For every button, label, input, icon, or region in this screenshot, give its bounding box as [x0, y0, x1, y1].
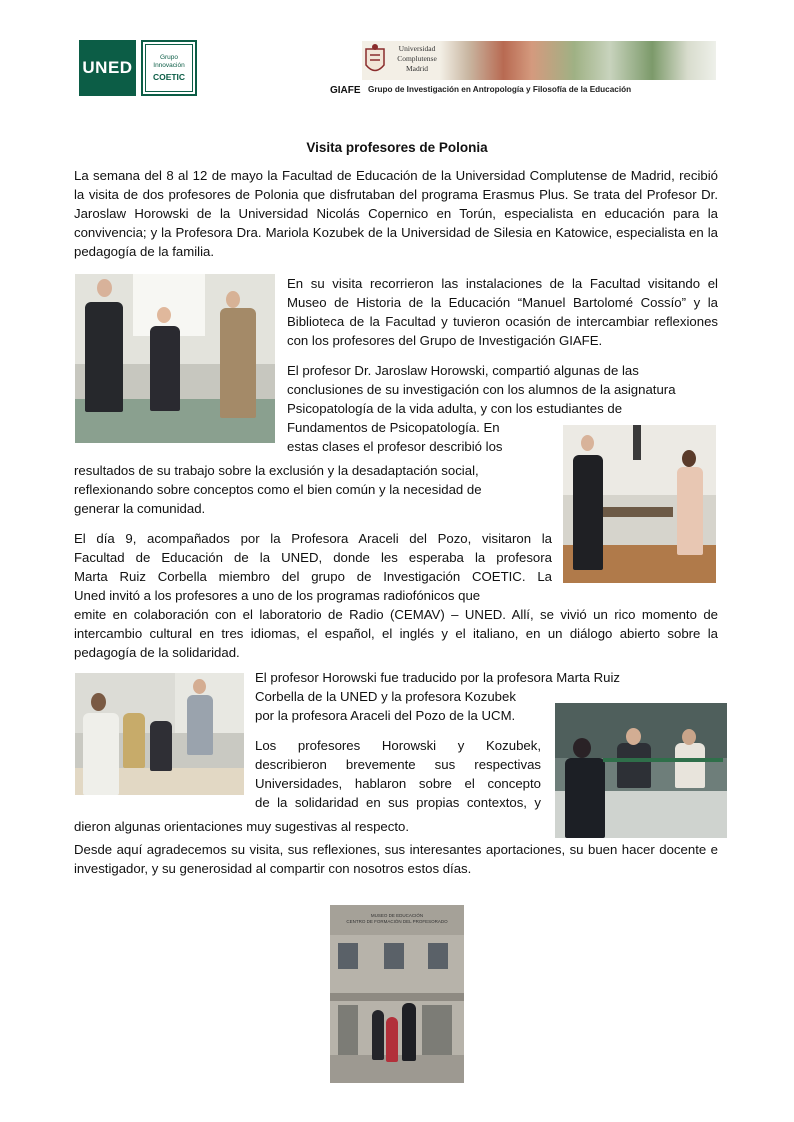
paragraph-universities-end: dieron algunas orientaciones muy sugestivas al respecto. [74, 819, 410, 834]
giafe-full-name: Grupo de Investigación en Antropología y Filosofía de la Educación [368, 85, 632, 94]
ucm-name: Universidad Complutense Madrid [397, 44, 437, 73]
giafe-label: GIAFE [330, 85, 361, 96]
paragraph-radio: emite en colaboración con el laboratorio de Radio (CEMAV) – UNED. Allí, se vivió un rico momento de intercambio cultural en tres idiomas, el español, el inglés y el italiano, en un diálogo abierto sobre la pedagogía de la solidaridad. [74, 607, 718, 660]
coetic-logo: Grupo Innovación COETIC [141, 40, 197, 96]
paragraph-thanks: Desde aquí agradecemos su visita, sus reflexiones, sus interesantes aportaciones, su buen hacer docente e investigador, y su generosidad al compartir con nosotros estos días. [74, 842, 718, 876]
photo-radio-studio [555, 703, 727, 838]
paragraph-intro: La semana del 8 al 12 de mayo la Facultad de Educación de la Universidad Complutense de Madrid, recibió la visita de dos profesores de Polonia que disfrutaban del programa Erasmus Plus. Se trata del Profesor Dr. Jaroslaw Horowski de la Universidad Nicolás Copernico en Torún, especialista en educación para la convivencia; y la Profesora Dra. Mariola Kozubek de la Universidad de Silesia en Katowice, especialista en la pedagogía de la familia. [74, 168, 718, 259]
paragraph-visit: En su visita recorrieron las instalaciones de la Facultad visitando el Museo de Historia de la Educación “Manuel Bartolomé Cossío” y la Biblioteca de la Facultad y tuvieron ocasión de intercambiar reflexiones con los profesores del Grupo de Investigación GIAFE. [287, 276, 718, 348]
paragraph-research-cont: resultados de su trabajo sobre la exclusión y la desadaptación social, reflexionando sobre conceptos como el bien común y la necesidad de generar la comunidad. [74, 463, 482, 516]
uned-logo: UNED [79, 40, 136, 96]
paragraph-universities: Los profesores Horowski y Kozubek, describieron brevemente sus respectivas Universidades, hablaron sobre el concepto de la solidaridad en sus propias contextos, y [255, 738, 541, 810]
photo-radio-group [75, 673, 244, 795]
paragraph-research: El profesor Dr. Jaroslaw Horowski, compartió algunas de las conclusiones de su investigación con los alumnos de la asignatura Psicopatología de la vida adulta, y con los estudiantes de Fundamentos de Psicopatología. En estas clases el profesor describió los [287, 363, 676, 454]
page-title: Visita profesores de Polonia [306, 140, 488, 155]
photo-building-entrance [330, 905, 464, 1083]
building-sign: MUSEO DE EDUCACIÓN CENTRO DE FORMACIÓN DEL PROFESORADO [346, 913, 448, 924]
ucm-seal-icon [364, 43, 386, 78]
paragraph-uned-visit: El día 9, acompañados por la Profesora Araceli del Pozo, visitaron la Facultad de Educación de la UNED, donde les esperaba la profesora Marta Ruiz Corbella miembro del grupo de Investigación COETIC. La Uned invitó a los profesores a uno de los programas radiofónicos que [74, 531, 552, 603]
photo-visitors-standing [75, 274, 275, 443]
photo-classroom-lecture [563, 425, 716, 583]
paragraph-translation: El profesor Horowski fue traducido por la profesora Marta Ruiz Corbella de la UNED y la profesora Kozubek por la profesora Araceli del Pozo de la UCM. [255, 670, 621, 723]
